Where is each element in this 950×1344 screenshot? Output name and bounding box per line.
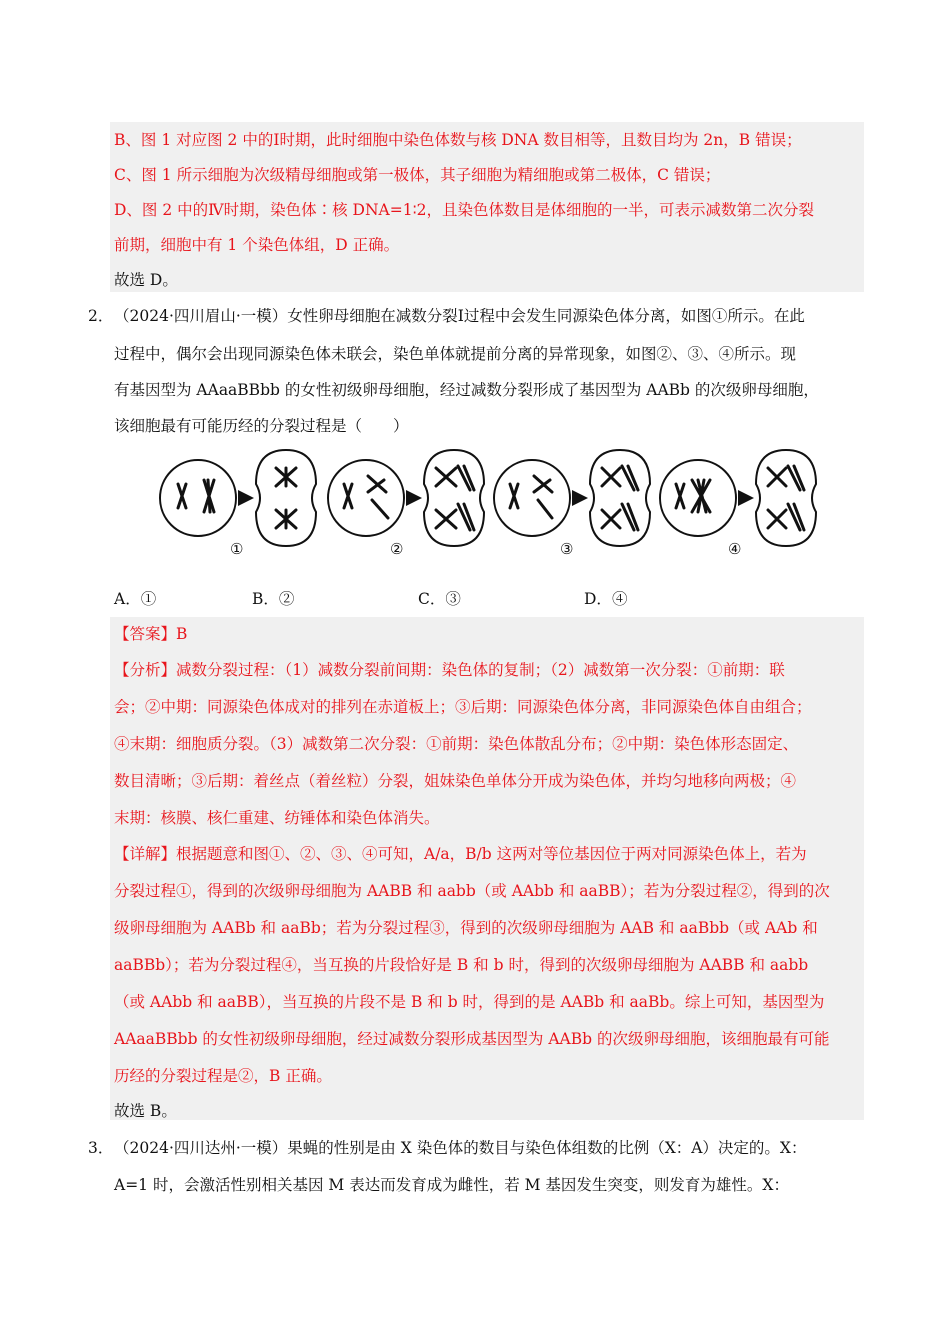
option-c: C．③ — [418, 590, 461, 608]
figure-label-4: ④ — [728, 540, 742, 558]
detail-line: 历经的分裂过程是②，B 正确。 — [114, 1067, 332, 1085]
answer-line: D、图 2 中的Ⅳ时期，染色体∶核 DNA=1∶2，且染色体数目是体细胞的一半，可表示减数第二次分裂 — [114, 201, 814, 219]
question-number: 3． — [88, 1139, 114, 1157]
analysis-line: 数目清晰；③后期：着丝点（着丝粒）分裂，姐妹染色单体分开成为染色体，并均匀地移向两极；④ — [114, 772, 797, 790]
question-number: 2． — [88, 307, 114, 325]
option-b: B．② — [252, 590, 295, 608]
figure-label-3: ③ — [560, 540, 574, 558]
option-a: A．① — [114, 590, 157, 608]
option-d: D．④ — [584, 590, 628, 608]
figure-label-2: ② — [390, 540, 404, 558]
answer-line: C、图 1 所示细胞为次级精母细胞或第一极体，其子细胞为精细胞或第二极体，C 错误； — [114, 166, 721, 184]
question-line: 该细胞最有可能历经的分裂过程是（ ） — [114, 417, 409, 435]
answer-conclusion: 故选 D。 — [114, 271, 178, 289]
answer-conclusion: 故选 B。 — [114, 1102, 177, 1120]
answer-line: B、图 1 对应图 2 中的Ⅰ时期，此时细胞中染色体数与核 DNA 数目相等，且数目均为 2n，B 错误； — [114, 131, 802, 149]
analysis-line: 会；②中期：同源染色体成对的排列在赤道板上；③后期：同源染色体分离，非同源染色体自由组合； — [114, 698, 812, 716]
detail-line: 级卵母细胞为 AABb 和 aaBb；若为分裂过程③，得到的次级卵母细胞为 AAB 和 aaBbb（或 AAb 和 — [114, 919, 818, 937]
detail-line: aaBBb）；若为分裂过程④，当互换的片段恰好是 B 和 b 时，得到的次级卵母细胞为 AABB 和 aabb — [114, 956, 809, 974]
question-line: 有基因型为 AAaaBBbb 的女性初级卵母细胞，经过减数分裂形成了基因型为 AABb 的次级卵母细胞， — [114, 381, 819, 399]
detail-line: （或 AAbb 和 aaBB），当互换的片段不是 B 和 b 时，得到的是 AABb 和 aaBb。综上可知，基因型为 — [114, 993, 825, 1011]
question-line: A=1 时，会激活性别相关基因 M 表达而发育成为雌性，若 M 基因发生突变，则发育为雄性。X： — [114, 1176, 789, 1194]
figure-label-1: ① — [230, 540, 244, 558]
detail-line: AAaaBBbb 的女性初级卵母细胞，经过减数分裂形成基因型为 AABb 的次级卵母细胞，该细胞最有可能 — [114, 1030, 830, 1048]
question-line: （2024·四川达州·一模）果蝇的性别是由 X 染色体的数目与染色体组数的比例（X：A）决定的。X： — [114, 1139, 807, 1157]
answer-line: 前期，细胞中有 1 个染色体组，D 正确。 — [114, 236, 400, 254]
analysis-line: ④末期：细胞质分裂。（3）减数第二次分裂：①前期：染色体散乱分布；②中期：染色体形态固定、 — [114, 735, 799, 753]
answer-key: 【答案】B — [114, 625, 188, 643]
detail-line: 分裂过程①，得到的次级卵母细胞为 AABB 和 aabb（或 AAbb 和 aaBB）；若为分裂过程②，得到的次 — [114, 882, 830, 900]
meiosis-figure — [158, 446, 824, 564]
analysis-line: 末期：核膜、核仁重建、纺锤体和染色体消失。 — [114, 809, 440, 827]
question-line: （2024·四川眉山·一模）女性卵母细胞在减数分裂Ⅰ过程中会发生同源染色体分离，如图①所示。在此 — [114, 307, 805, 325]
detail-line: 【详解】根据题意和图①、②、③、④可知，A/a，B/b 这两对等位基因位于两对同源染色体上，若为 — [114, 845, 807, 863]
question-line: 过程中，偶尔会出现同源染色体未联会，染色单体就提前分离的异常现象，如图②、③、④所示。现 — [114, 345, 797, 363]
analysis-line: 【分析】减数分裂过程：（1）减数分裂前间期：染色体的复制；（2）减数第一次分裂：①前期：联 — [114, 661, 785, 679]
